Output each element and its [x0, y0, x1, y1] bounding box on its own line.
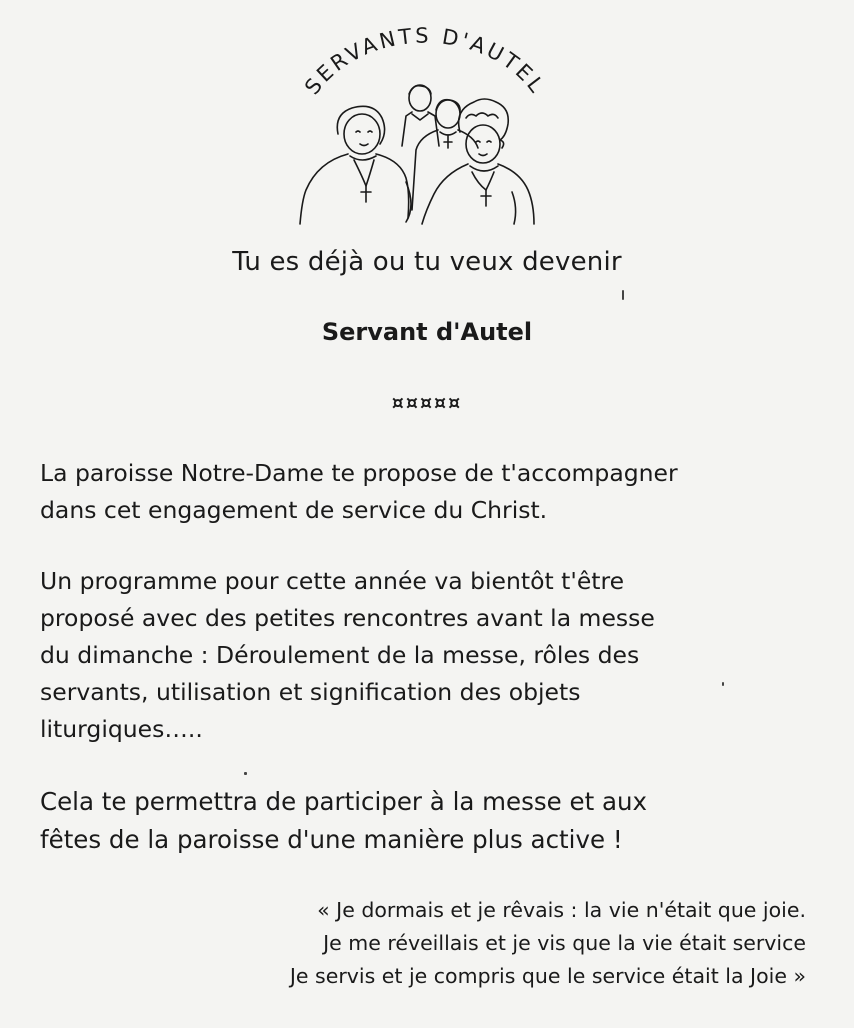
- paragraph-line: dans cet engagement de service du Christ.: [40, 496, 548, 524]
- paragraph-intro: [40, 455, 830, 529]
- scan-speck: [244, 772, 247, 775]
- paragraph-line: servants, utilisation et signification des objets: [40, 678, 581, 706]
- logo-arc-text: SERVANTS D'AUTEL: [299, 23, 551, 100]
- paragraph-line: liturgiques…..: [40, 715, 203, 743]
- paragraph-line: proposé avec des petites rencontres avant la messe: [40, 604, 655, 632]
- servants-logo: [280, 22, 570, 242]
- scan-speck: [622, 290, 624, 300]
- paragraph-line: fêtes de la paroisse d'une manière plus active !: [40, 825, 623, 854]
- quote-line: Je servis et je compris que le service était la Joie »: [289, 964, 806, 988]
- paragraph-line: du dimanche : Déroulement de la messe, rôles des: [40, 641, 640, 669]
- quote-block: [290, 894, 806, 993]
- paragraph-line: La paroisse Notre-Dame te propose de t'accompagner: [40, 459, 678, 487]
- ornament-divider: ¤¤¤¤¤: [391, 392, 463, 414]
- paragraph-line: Un programme pour cette année va bientôt t'être: [40, 567, 625, 595]
- paragraph-closing: [40, 783, 830, 859]
- quote-line: Je me réveillais et je vis que la vie était service: [323, 931, 806, 955]
- altar-servants-illustration-icon: [280, 22, 570, 242]
- paragraph-line: Cela te permettra de participer à la messe et aux: [40, 787, 648, 816]
- paragraph-program: [40, 563, 830, 748]
- scan-speck: [722, 682, 724, 686]
- subtitle: Tu es déjà ou tu veux devenir: [232, 247, 622, 277]
- quote-line: « Je dormais et je rêvais : la vie n'était que joie.: [317, 898, 806, 922]
- page-title: Servant d'Autel: [321, 318, 533, 346]
